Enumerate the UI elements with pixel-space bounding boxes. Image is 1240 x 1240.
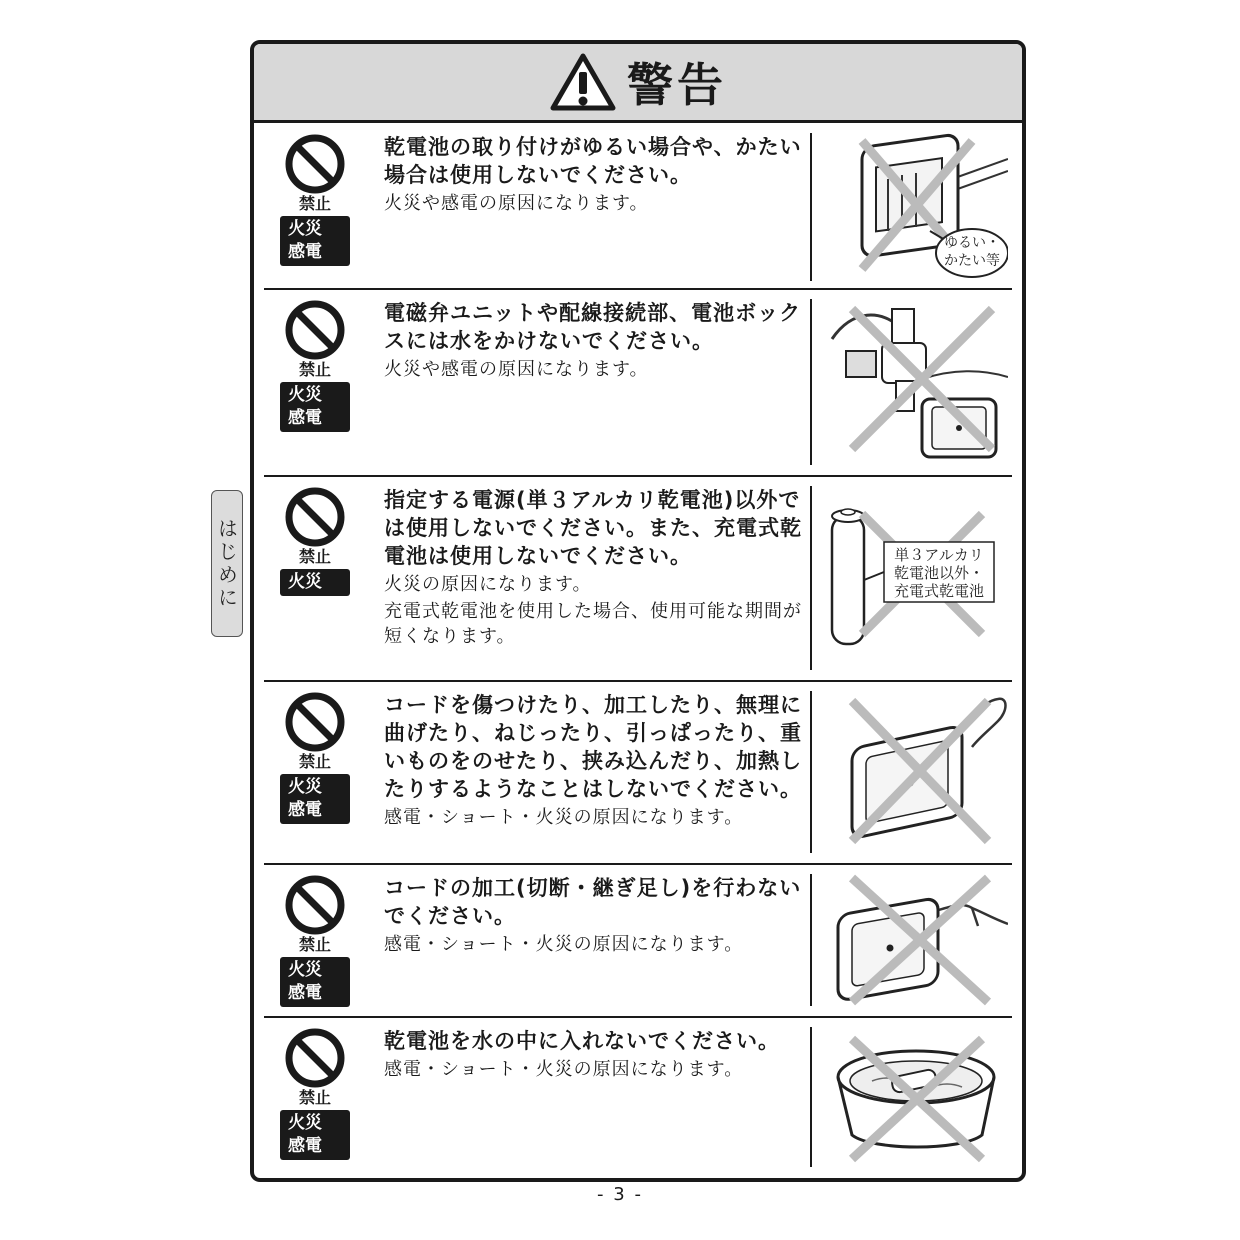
callout-text-2: 乾電池以外・ [893,564,985,582]
hazard-badge [280,569,350,596]
warning-item-power-source [264,476,1012,682]
prohibition-block [278,133,352,266]
hazard-fire: 火災 [288,777,322,797]
warning-sub-text: 火災や感電の原因になります。 [384,193,649,214]
prohibition-label: 禁止 [298,1088,331,1107]
side-tab-introduction[interactable]: はじめに [211,490,243,637]
divider [810,133,812,281]
prohibition-label: 禁止 [298,547,331,566]
warning-sub-text: 感電・ショート・火災の原因になります。 [384,1059,744,1080]
divider [810,1027,812,1167]
callout-text-3: 充電式乾電池 [893,582,985,600]
divider [810,299,812,465]
hazard-shock: 感電 [288,242,322,262]
prohibition-icon [284,1027,346,1089]
hazard-badge [280,216,350,266]
warning-text [384,691,804,830]
prohibition-icon [284,486,346,548]
warning-main-text: 電磁弁ユニットや配線接続部、電池ボックスには水をかけないでください。 [384,301,802,353]
prohibition-icon [284,299,346,361]
battery-cross-illustration [822,494,1008,664]
warning-sub-text: 火災や感電の原因になります。 [384,359,649,380]
callout-text: 単３アルカリ [894,546,984,564]
warning-item-cord-modification [264,864,1012,1018]
prohibition-icon [284,691,346,753]
warning-item-loose-battery [264,123,1012,290]
warning-item-water-on-unit [264,289,1012,477]
battery-box-cross-illustration [822,131,1008,281]
callout-text: ゆるい・ [944,235,1000,251]
prohibition-block [278,691,352,824]
hazard-fire: 火災 [288,572,322,592]
prohibition-block [278,299,352,432]
prohibition-label: 禁止 [298,752,331,771]
battery-water-cross-illustration [822,1031,1008,1167]
divider [810,691,812,853]
warning-sub-text: 感電・ショート・火災の原因になります。 [384,934,744,955]
hazard-shock: 感電 [288,1136,322,1156]
hazard-fire: 火災 [288,219,322,239]
warning-triangle-icon [549,52,617,112]
warning-main-text: 指定する電源(単３アルカリ乾電池)以外では使用しないでください。また、充電式乾電池は使用しないでください。 [384,488,802,568]
divider [810,874,812,1006]
warning-item-cord-damage [264,681,1012,865]
hazard-badge [280,957,350,1007]
hazard-shock: 感電 [288,408,322,428]
prohibition-label: 禁止 [298,194,331,213]
warning-text [384,486,804,649]
warning-item-battery-in-water [264,1017,1012,1177]
hazard-shock: 感電 [288,983,322,1003]
hazard-badge [280,1110,350,1160]
prohibition-icon [284,133,346,195]
divider [810,486,812,670]
prohibition-icon [284,874,346,936]
prohibition-block [278,486,352,596]
warning-main-text: 乾電池を水の中に入れないでください。 [384,1029,780,1053]
callout-text-2: かたい等 [944,253,1000,269]
warning-text [384,299,804,382]
warning-text [384,874,804,957]
prohibition-label: 禁止 [298,360,331,379]
warning-main-text: コードを傷つけたり、加工したり、無理に曲げたり、ねじったり、引っぱったり、重いものをのせたり、挟み込んだり、加熱したりするようなことはしないでください。 [384,693,802,801]
page-number: - 3 - [597,1184,643,1205]
cord-box-cross-illustration [822,691,1008,855]
cord-cut-cross-illustration [822,872,1008,1008]
warning-sub-text: 火災の原因になります。 [384,574,592,595]
hazard-shock: 感電 [288,800,322,820]
hazard-badge [280,774,350,824]
warning-panel [250,40,1026,1182]
valve-unit-cross-illustration [822,299,1008,469]
warning-title: 警告 [627,58,727,112]
warning-main-text: 乾電池の取り付けがゆるい場合や、かたい場合は使用しないでください。 [384,135,802,187]
warning-main-text: コードの加工(切断・継ぎ足し)を行わないでください。 [384,876,802,928]
hazard-fire: 火災 [288,960,322,980]
warning-sub-text-2: 充電式乾電池を使用した場合、使用可能な期間が短くなります。 [384,601,802,647]
hazard-fire: 火災 [288,385,322,405]
warning-text [384,1027,804,1082]
warning-header [254,44,1022,123]
warning-text [384,133,804,216]
prohibition-block [278,874,352,1007]
hazard-fire: 火災 [288,1113,322,1133]
prohibition-block [278,1027,352,1160]
warning-sub-text: 感電・ショート・火災の原因になります。 [384,807,744,828]
hazard-badge [280,382,350,432]
prohibition-label: 禁止 [298,935,331,954]
